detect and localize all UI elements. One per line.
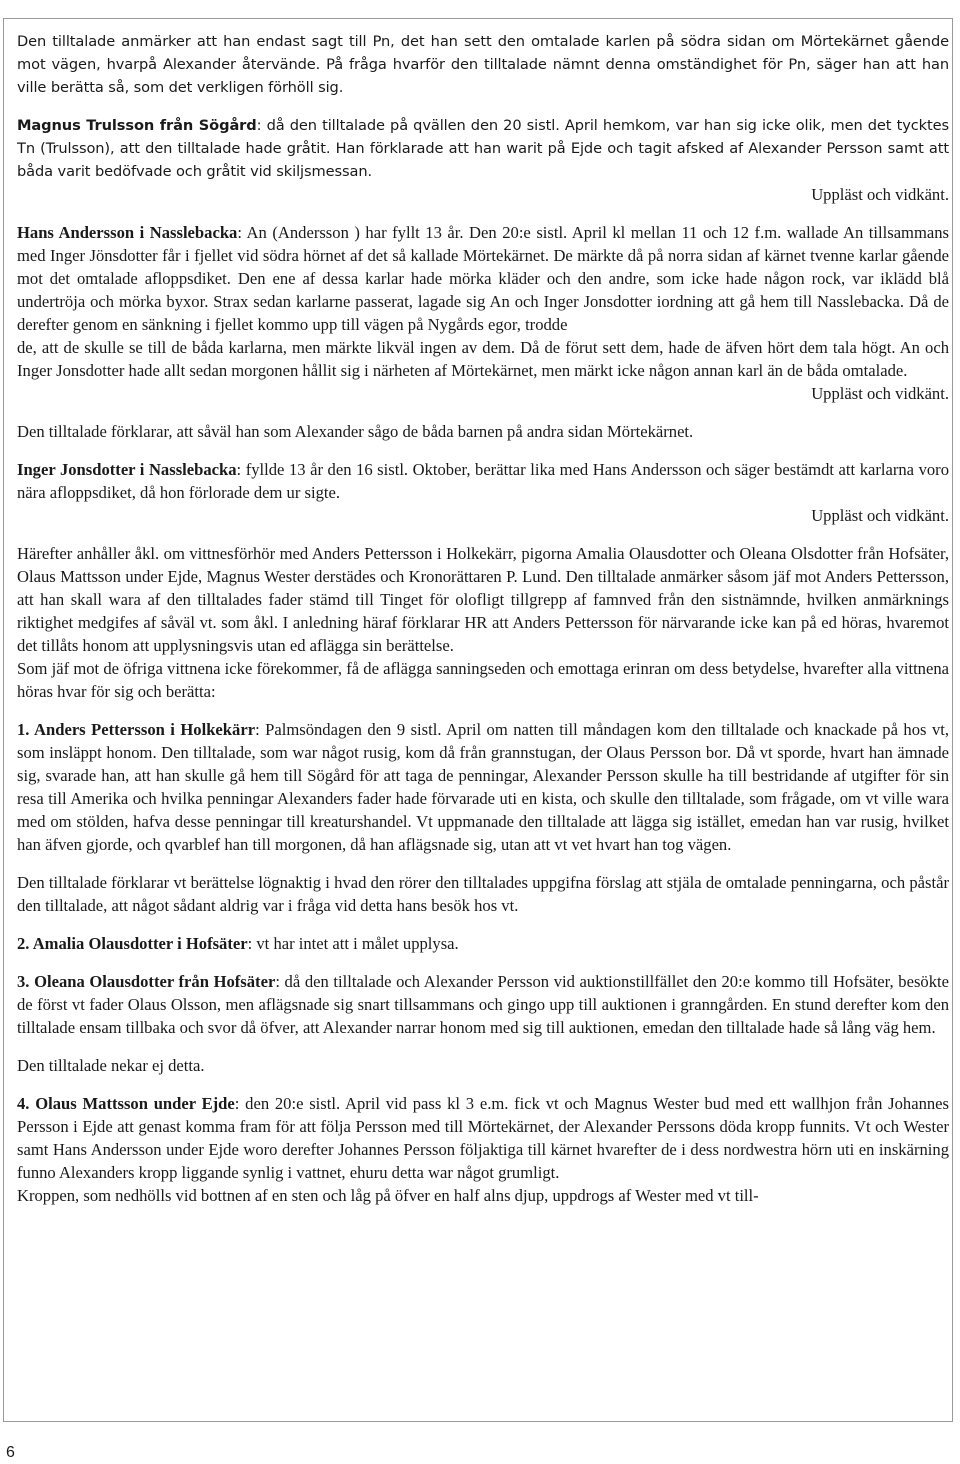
paragraph-p4: Den tilltalade förklarar, att såväl han som Alexander sågo de båda barnen på andra sidan Mörtekärnet. [17, 422, 694, 441]
witness-number: 4. [17, 1094, 36, 1113]
witness-statement: : vt har intet att i målet upplysa. [247, 934, 459, 953]
witness-3 [17, 970, 949, 1039]
witness-1 [17, 718, 949, 856]
document-body [17, 30, 949, 1207]
witness-4 [17, 1092, 949, 1184]
witness-name: Oleana Olausdotter från Hofsäter [34, 972, 276, 991]
witness-name: Amalia Olausdotter i Hofsäter [32, 934, 248, 953]
witness-statement: : då den tilltalade och Alexander Persson vid auktionstillfället den 20:e kommo till Hofsäter, besökte de först vt fader Olaus Olsson, men aflägsnade sig snart tillsammans och gingo upp till auktionen i granngården. En stund derefter kom den tilltalade ensam tillbaka och svor då öfver, att Alexander narrar honom med sig till auktionen, emedan den tilltalade hade så lång väg hem. [17, 972, 949, 1037]
paragraph-hans-andersson-cont: de, att de skulle se till de båda karlarna, men märkte likväl ingen av dem. Då de förut sett dem, hade de äfven hört dem tala högt. An och Inger Jonsdotter hade allt sedan morgonen hållit sig i närheten af Mörtekärnet, men märkt icke någon annan karl än de båda omtalade. [17, 338, 949, 380]
witness-statement: : den 20:e sistl. April vid pass kl 3 e.m. fick vt och Magnus Wester bud med ett wallhjon från Johannes Persson i Ejde att genast komma fram för att följa Persson med till Mörtekärnet, der Alexander Perssons döda kropp funnits. Vt och Wester samt Hans Andersson under Ejde woro derefter Johannes Persson följaktiga till kärnet hvarefter de i dess nordwestra hörn uti en inskärning funno Alexanders kropp liggande synlig i vattnet, ehuru detta war något grumligt. [17, 1094, 949, 1182]
page-number: 6 [6, 1444, 15, 1461]
paragraph-magnus-trulsson [17, 114, 949, 183]
witness-statement: : då den tilltalade på qvällen den 20 sistl. April hemkom, var han sig icke olik, men det tycktes Tn (Trulsson), att den tilltalade hade gråtit. Han förklarade att han warit på Ejde och tagit afsked af Alexander Persson samt att båda varit bedöfvade och gråtit vid skiljsmessan. [17, 117, 950, 180]
witness-number: 1. [17, 720, 35, 739]
signature-line: Uppläst och vidkänt. [811, 384, 949, 403]
paragraph-p6: Härefter anhåller åkl. om vittnesförhör med Anders Pettersson i Holkekärr, pigorna Amalia Olausdotter och Oleana Olsdotter från Hofsäter, Olaus Mattsson under Ejde, Magnus Wester derstädes och Kronorättaren P. Lund. Den tilltalade anmärker såsom jäf mot Anders Pettersson, att han skall wara af den tilltalades fader stämd till Tinget för olofligt tillgrepp af famnved från den sistnämnde, hvilken anmärknings riktighet medgifes af såväl vt. som åkl. I anledning häraf förklarar HR att Anders Pettersson för närvarande icke kan på ed höras, hvaremot det tillåts honom att upplysningsvis utan ed aflägga sin berättelse. [17, 544, 949, 655]
paragraph-inger-jonsdotter [17, 458, 949, 504]
paragraph-p7: Som jäf mot de öfriga vittnena icke förekommer, få de aflägga sanningseden och emottaga erinran om dess betydelse, hvarefter alla vittnena höras hvar för sig och berätta: [17, 659, 949, 701]
witness-2 [17, 932, 949, 955]
witness-number: 3. [17, 972, 35, 991]
witness-name: Olaus Mattsson under Ejde [35, 1094, 235, 1113]
signature-line: Uppläst och vidkänt. [811, 506, 949, 525]
witness-statement: : An (Andersson ) har fyllt 13 år. Den 20:e sistl. April kl mellan 11 och 12 f.m. wallade An tillsammans med Inger Jönsdotter får i fjellet vid södra hörnet af det så kallade Mörtekärnet. De märkte då på norra sidan af kärnet tvenne karlar gående mot det omtalade afloppsdiket. Den ene af dessa karlar hade mörka kläder och den andre, som icke hade någon rock, var iklädd blå undertröja och mörka byxor. Strax sedan karlarne passerat, lagade sig An och Inger Jonsdotter iordning att gå hem till Nasslebacka. Då de derefter genom en sänkning i fjellet kommo upp till vägen på Nygårds egor, trodde [17, 223, 949, 334]
paragraph-p8: Den tilltalade förklarar vt berättelse lögnaktig i hvad den rörer den tilltalades uppgifna förslag att stjäla de omtalade penningarna, och påstår den tilltalade, att något sådant aldrig var i fråga vid detta hans besök hos vt. [17, 873, 949, 915]
witness-statement: : Palmsöndagen den 9 sistl. April om natten till måndagen kom den tilltalade och knackade på hos vt, som insläppt honom. Den tilltalade, som war något rusig, kom då från grannstugan, der Olaus Persson bor. Då vt sporde, hvart han ämnade sig, svarade han, att han skulle gå hem till Sögård för att taga de penningar, Alexander Persson skulle ha till bestridande af utgifter för sin resa till Amerika och hvilka penningar Alexanders fader hade förvarade uti en kista, och skulle den tilltalade, som frågade, om vt ville wara med om stölden, hafva desse penningar till kreaturshandel. Vt uppmanade den tilltalade att lägga sig istället, emedan han var rusig, hvilket han äfven gjorde, och qvarblef han till morgonen, då han aflägsnade sig, utan att vt vet hvart han tog vägen. [17, 720, 949, 854]
witness-statement: : fyllde 13 år den 16 sistl. Oktober, berättar lika med Hans Andersson och säger bestämdt att karlarna voro nära afloppsdiket, då hon förlorade dem ur sigte. [17, 460, 950, 502]
witness-number: 2. [17, 934, 33, 953]
witness-name: Inger Jonsdotter i Nasslebacka [17, 460, 237, 479]
witness-name: Magnus Trulsson från Sögård [17, 117, 257, 134]
witness-name: Anders Pettersson i Holkekärr [34, 720, 256, 739]
signature-line: Uppläst och vidkänt. [811, 185, 949, 204]
paragraph-p1: Den tilltalade anmärker att han endast sagt till Pn, det han sett den omtalade karlen på södra sidan om Mörtekärnet gående mot vägen, hvarpå Alexander återvände. På fråga hvarför den tilltalade nämnt denna omständighet för Pn, säger han att han ville berätta så, som det verkligen förhöll sig. [17, 33, 949, 96]
paragraph-p10: Kroppen, som nedhölls vid bottnen af en sten och låg på öfver en half alns djup, uppdrogs af Wester med vt till- [17, 1186, 759, 1205]
witness-name: Hans Andersson i Nasslebacka [17, 223, 238, 242]
paragraph-hans-andersson [17, 221, 949, 336]
paragraph-p9: Den tilltalade nekar ej detta. [17, 1056, 205, 1075]
